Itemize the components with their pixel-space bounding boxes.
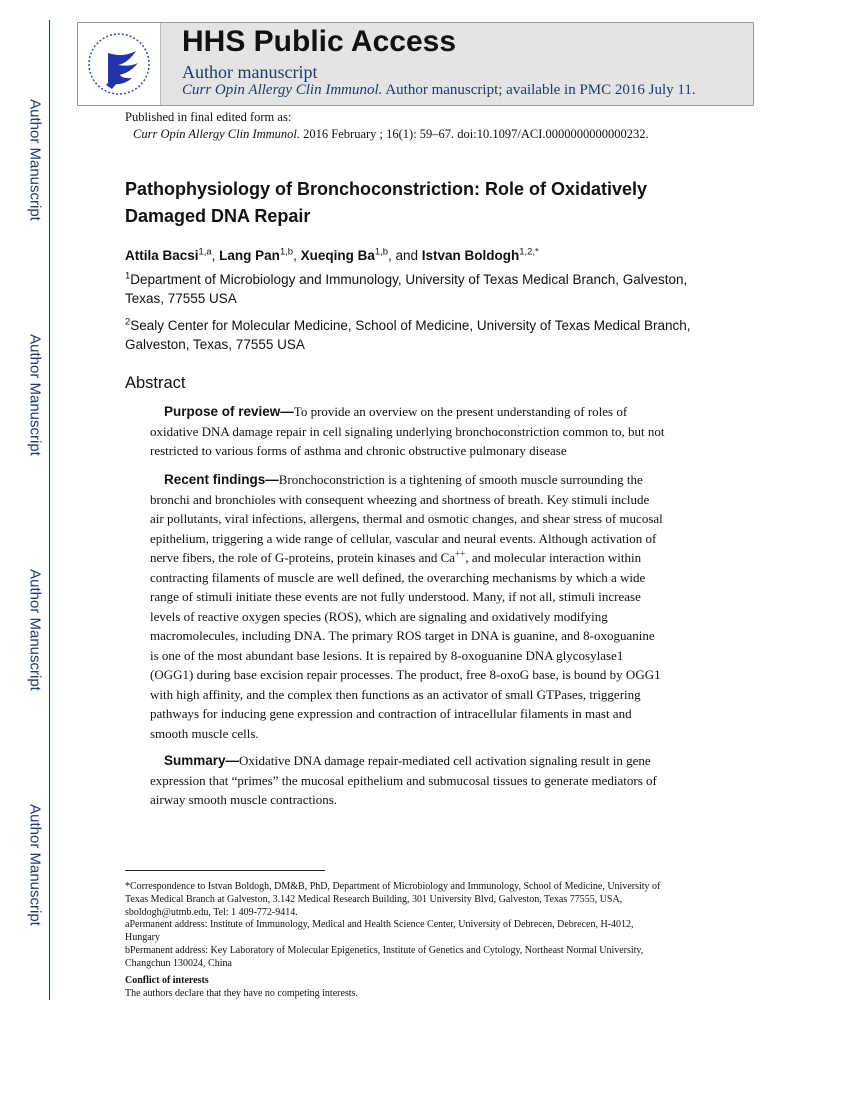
side-label: Author Manuscript — [26, 99, 44, 221]
paragraph-line — [150, 568, 663, 588]
paragraph-line — [150, 665, 663, 685]
published-details: 2016 February ; 16(1): 59–67. doi:10.1097/ACI.0000000000000232. — [300, 127, 649, 141]
paragraph-line — [150, 441, 664, 461]
paragraph-line — [150, 490, 663, 510]
paragraph-line — [150, 587, 663, 607]
author-separator: , — [293, 248, 301, 263]
margin-rule — [49, 20, 50, 1000]
abstract-heading: Abstract — [125, 374, 186, 392]
footnote-line: Texas Medical Branch at Galveston, 3.142 Medical Research Building, 301 University Blvd, Galveston, Texas 77555, USA, — [125, 893, 623, 905]
paragraph-line — [150, 509, 663, 529]
author-superscript: 1,a — [198, 246, 212, 258]
line-text: macromolecules, including DNA. The primary ROS target in DNA is guanine, and 8-oxoguanine — [150, 628, 655, 643]
hhs-eagle-logo-icon — [78, 23, 161, 105]
line-text: Bronchoconstriction is a tightening of smooth muscle surrounding the — [278, 472, 643, 487]
paragraph-lead: Summary— — [164, 753, 240, 768]
line-text: bronchi and bronchioles with consequent wheezing and shortness of breath. Key stimuli include — [150, 491, 650, 507]
footnote-correspondence — [125, 881, 660, 919]
footnote-b — [125, 945, 643, 971]
paragraph-line — [150, 724, 663, 744]
footnote-line: Changchun 130024, China — [125, 957, 232, 969]
footnote-line: aPermanent address: Institute of Immunology, Medical and Health Science Center, University of Debrecen, Debrecen, H-4012, — [125, 919, 634, 930]
affiliation-number: 2 — [125, 316, 131, 328]
side-label: Author Manuscript — [26, 569, 44, 691]
purpose-paragraph — [150, 402, 664, 461]
article-title-line: Pathophysiology of Bronchoconstriction: Role of Oxidatively — [125, 179, 648, 199]
author-superscript: 1,b — [374, 246, 388, 258]
author-name: Lang Pan — [219, 248, 280, 263]
paragraph-line — [150, 646, 663, 666]
header-citation — [182, 82, 696, 99]
paragraph-line — [150, 751, 657, 771]
line-text: airway smooth muscle contractions. — [150, 792, 338, 807]
affiliation-line: Sealy Center for Molecular Medicine, School of Medicine, University of Texas Medical Branch, — [130, 318, 691, 333]
line-text: air pollutants, viral infections, allergens, thermal and osmotic changes, and shear stress of mucosal — [150, 511, 663, 526]
paragraph-lead: Recent findings— — [164, 472, 279, 487]
author-name: Xueqing Ba — [300, 248, 375, 263]
calcium-superscript: ++ — [455, 548, 466, 559]
line-text: restricted to various forms of asthma and chronic obstructive pulmonary disease — [150, 443, 567, 458]
affiliation-2-cont: Galveston, Texas, 77555 USA — [125, 337, 305, 352]
line-text: To provide an overview on the present understanding of roles of — [293, 404, 628, 419]
published-citation — [133, 127, 649, 142]
line-text: expression that “primes” the mucosal epithelium and submucosal tissues to generate mediators of — [150, 772, 657, 788]
line-text: (OGG1) during base excision repair processes. The product, free 8-oxoG base, is bound by OGG1 — [150, 667, 661, 682]
line-text: pathways for inducing gene expression and contraction of intracellular filaments in mast and — [150, 706, 632, 721]
line-text: nerve fibers, the role of G-proteins, protein kinases and Ca — [150, 550, 456, 565]
paragraph-line — [150, 548, 663, 568]
header-title: HHS Public Access — [182, 25, 456, 58]
line-text: contracting filaments of muscle are well defined, the overarching mechanisms by which a wide — [150, 569, 646, 585]
line-text: , and molecular interaction within — [465, 550, 642, 565]
paragraph-line — [150, 771, 657, 791]
footnote-a — [125, 919, 634, 945]
affiliation-number: 1 — [125, 270, 131, 282]
author-superscript: 1,b — [279, 246, 294, 258]
footnote-line: Hungary — [125, 931, 160, 943]
affiliation-1-cont: Texas, 77555 USA — [125, 291, 237, 306]
paragraph-line — [150, 626, 663, 646]
paragraph-lead: Purpose of review— — [164, 404, 294, 419]
published-journal: Curr Opin Allergy Clin Immunol. — [133, 127, 301, 141]
article-title-line: Damaged DNA Repair — [125, 206, 311, 226]
conflict-text: The authors declare that they have no competing interests. — [125, 988, 358, 999]
paragraph-line — [150, 704, 663, 724]
header-subtitle: Author manuscript — [182, 62, 318, 82]
author-separator: , — [211, 248, 220, 263]
side-label: Author Manuscript — [26, 334, 44, 456]
author-superscript: 1,2,* — [519, 246, 539, 258]
hhs-header — [77, 22, 754, 106]
footnote-line: bPermanent address: Key Laboratory of Molecular Epigenetics, Institute of Genetics and Cytology, Northeast Normal University, — [125, 945, 644, 956]
line-text: levels of reactive oxygen species (ROS), which are signaling and oxidatively modifying — [150, 608, 608, 624]
paragraph-line — [150, 402, 664, 422]
author-list — [125, 248, 539, 263]
line-text: Oxidative DNA damage repair-mediated cell activation signaling result in gene — [239, 753, 651, 768]
paragraph-line — [150, 529, 663, 549]
paragraph-line — [150, 422, 664, 442]
footnote-line: *Correspondence to Istvan Boldogh, DM&B, PhD, Department of Microbiology and Immunology, School of Medicine, University of — [125, 881, 661, 892]
author-name: Attila Bacsi — [125, 248, 199, 263]
paragraph-line — [150, 685, 663, 705]
summary-paragraph — [150, 751, 657, 810]
published-label: Published in final edited form as: — [125, 110, 292, 124]
line-text: epithelium, triggering a wide range of cellular, vascular and neural events. Although activation of — [150, 530, 657, 546]
line-text: range of stimuli initiate these events are not fully understood. Many, if not all, stimuli increase — [150, 589, 641, 604]
line-text: with high affinity, and the complex then functions as an activator of small GTPases, triggering — [150, 686, 641, 702]
affiliation-1 — [125, 272, 687, 287]
findings-paragraph — [150, 470, 663, 743]
affiliation-line: Department of Microbiology and Immunology, University of Texas Medical Branch, Galveston, — [130, 272, 688, 287]
affiliation-2 — [125, 318, 691, 333]
footnote-line: sboldogh@utmb.edu, Tel: 1 409-772-9414. — [125, 906, 298, 918]
footnote-rule — [125, 870, 325, 871]
header-journal: Curr Opin Allergy Clin Immunol. — [182, 82, 383, 98]
author-separator: , and — [387, 248, 422, 263]
side-label: Author Manuscript — [26, 804, 44, 926]
line-text: oxidative DNA damage repair in cell signaling underlying bronchoconstriction common to, but not — [150, 423, 665, 439]
paragraph-line — [150, 470, 663, 490]
line-text: smooth muscle cells. — [150, 725, 259, 741]
paragraph-line — [150, 607, 663, 627]
header-availability: Author manuscript; available in PMC 2016 July 11. — [382, 82, 696, 98]
paragraph-line — [150, 790, 657, 810]
conflict-heading: Conflict of interests — [125, 975, 209, 986]
author-name: Istvan Boldogh — [421, 248, 520, 263]
line-text: is one of the most abundant base lesions. It is repaired by 8-oxoguanine DNA glycosylase1 — [150, 647, 624, 663]
